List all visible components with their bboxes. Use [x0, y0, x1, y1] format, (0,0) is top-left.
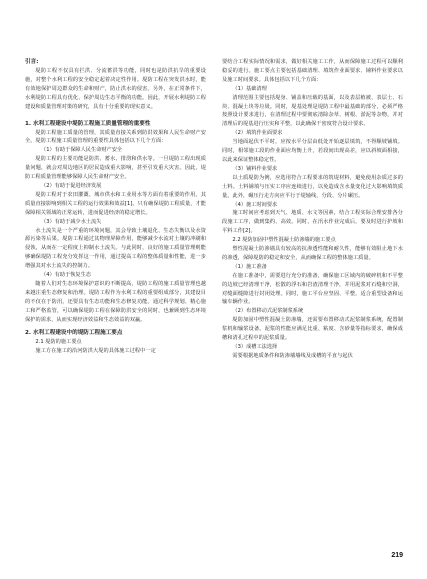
subsection-1-2-heading: （2）有助于促进经济发展	[41, 182, 102, 189]
intro-heading: 引言:	[25, 59, 39, 65]
section-2-heading: 2. 水利工程建设中的堤防工程施工要点	[25, 330, 123, 337]
section-2-2-1-heading: （1）施工准备	[232, 263, 267, 270]
item-4-paragraph: 施工时间应考虑到天气、地质、水文等因素，结合工程实际合理安排各分段施工工序，做到集约、高效。同时，在汛水作业完成后，要及时进行护坡和平料工作[2]。	[222, 210, 403, 235]
item-4-heading: （4）施工时间要求	[232, 201, 278, 208]
item-1-heading: （1）基础清理	[232, 85, 267, 92]
section-2-2-2-paragraph: 堤防加固中塑性混凝土防渗墙，还需要布置移动式泥浆制浆系统，配置制浆机和输浆设备。泥浆的性能应满足比重、粘度、含砂量等指标要求，确保成槽和清孔过程中的泥浆质量。	[222, 317, 403, 342]
subsection-1-3-paragraph: 水土流失是一个严重的环境问题，其会导致土壤退化、生态失衡以及水资源污染等后果。堤防工程通过其物理屏障作用，能够减少水流对土壤的冲刷和侵蚀，从而在一定程度上抑制水土流失。与此同时，良好的施工质量管理则能够确保堤防工程充分发挥这一作用，通过提高工程的整体质量和性能，进一步增强其对水土流失的控制力。	[25, 227, 206, 270]
item-2-paragraph: 当地面起伏不平时，应按水平分层由低处开始逐层填筑，不得顺坡铺填。同时，相邻施工段的作业面应均衡上升，若段间出现高差，应以斜坡面相接，以此来保证整体稳定性。	[222, 139, 403, 163]
page-number: 219	[391, 552, 403, 559]
item-2-heading: （2）填筑作业面要求	[232, 130, 283, 137]
section-2-2-3-paragraph: 需要根据地质条件和防渗墙墙线及成槽的平直与起伏	[232, 352, 353, 359]
section-2-1-paragraph: 施工方在施工的沿河防洪大堤的具体施工过程中一定	[35, 348, 156, 355]
section-2-1-continued-paragraph: 要结合工程实际情况和需求，做好相关施工工作，从而保障施工过程可以顺利稳妥的进行。施工要点主要包括基础清理、填筑作业面要求、铺料作业要求以及施工时间要求。具体包括以下几个方面：	[222, 59, 403, 83]
item-3-paragraph: 以土质堤防为例，应选用符合工程要求的筑堤材料，避免使用杂质过多的土料。土料铺填与压实工序应连续进行，以免造成含水量变化过大影响填筑质量。此外，碾压行走方向应平行于堤轴线，分段、分片碾压。	[222, 174, 403, 199]
section-2-2-1-paragraph: 在施工准备中，需要进行充分的准备，确保施工区域内的破碎机和不平整的边坡已经清理干净，松散的浮石和岩渣清理干净，并用泥浆对石缝和空洞，对缝面缝隙进行封闭处理。同时，施工平台应坚固、平整，适合重型设备和运输车辆作业。	[222, 272, 403, 306]
item-1-paragraph: 清理范围主要包括堤身、铺盖和压载的基面，以及表层植被、表层土、石块、混凝土块等垃圾。同时，堤基处理是堤防工程中最基础的部分，必须严格按照设计要求进行，在清理过程中要彻底清除杂草、树根、淤泥等杂物，并对清理后的堤基进行压实和平整，以此确保干密度符合设计要求。	[222, 94, 403, 128]
item-3-heading: （3）铺料作业要求	[232, 165, 278, 172]
section-2-2-2-heading: （2）布置移动式泥浆制浆系统	[232, 308, 304, 315]
subsection-1-2-paragraph: 堤防工程对于农田灌溉、城市供水和工业用水等方面有着重要的作用，其质量直接影响到相关工程的运行效果和效益[1]。只有确保堤防工程质量，才能保障相关领域的正常运转，进而促进经济的稳定增长。	[25, 191, 206, 216]
subsection-1-3-heading: （3）有助于减少水土流失	[41, 218, 102, 225]
intro-paragraph: 堤防工程不仅具有拦洪、分流蓄洪等功能，同时也是防洪抗旱的重要设施，对整个水利工程的安全稳定起着决定性作用。堤防工程在突发洪水时，能有效地保护周边群众的生命和财产，防止洪水的侵害。另外，在正常条件下，水利堤防工程具有优化、保护周边生态平衡的功能。因此，开展水利堤防工程建设和质量管理对策的研究，具有十分重要的现实意义。	[25, 68, 206, 110]
section-2-2-heading: 2.2 堤防加固中塑性混凝土防渗墙的施工要点	[232, 237, 336, 244]
subsection-1-4-heading: （4）有助于恢复生态	[41, 272, 91, 279]
section-1-paragraph: 堤防工程施工质量的管理，其质量直接关系到防洪效果和人民生命财产安全。堤防工程施工质量管理的重要性具体包括以下几个方面：	[25, 129, 206, 145]
section-2-2-3-heading: （3）成槽工法选择	[232, 344, 278, 350]
section-2-2-paragraph: 塑性混凝土防渗墙具有较高的抗渗透性能和耐久性，能够有效阻止地下水的渗透，保障堤防的稳定和安全，从而确保工程的整体施工质量。	[222, 246, 403, 261]
left-column	[25, 58, 206, 356]
section-2-1-heading: 2.1 堤防的施工要点	[35, 339, 82, 346]
subsection-1-1-heading: （1）有助于保障人民生命财产安全	[41, 147, 123, 154]
section-1-heading: 1. 水利工程建设中堤防工程施工质量管理的重要性	[25, 120, 151, 127]
subsection-1-4-paragraph: 随着人们对生态环境保护意识的不断提高，堤防工程的施工质量管理也越来越注重生态修复和治理。堤防工程作为水利工程的重要组成部分，其建设目的不仅在于防汛，还要具有生态功能和生态修复功能。通过科学规划、精心施工和严格监管，可以确保堤防工程在保障防洪安全的同时，也兼顾到生态环境保护的需求，从而实现经济效益和生态效益的双赢。	[25, 280, 206, 323]
subsection-1-1-paragraph: 堤防工程的主要功能是防洪、蓄水、排涝和供水等。一旦堤防工程出现质量问题，就会对周边地区的居民造成重大影响，甚至引发重大灾害。因此，堤防工程质量管理能够保障人民生命财产安全。	[25, 156, 206, 181]
right-column	[222, 58, 403, 361]
